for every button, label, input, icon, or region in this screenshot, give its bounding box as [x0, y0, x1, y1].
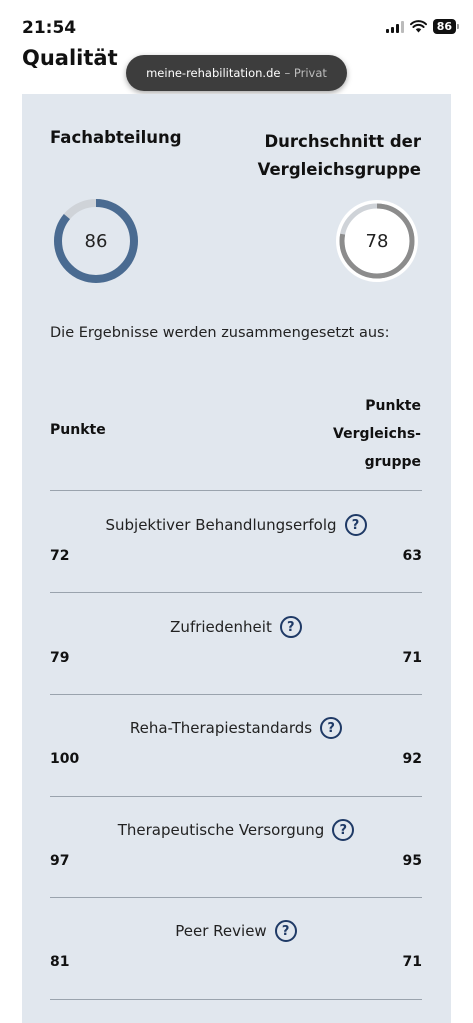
status-icons: [386, 19, 459, 34]
metric-comparison: 71: [402, 954, 422, 970]
department-score-ring: [53, 198, 139, 284]
metric-label: Subjektiver Behandlungserfolg: [105, 516, 337, 534]
help-icon[interactable]: ?: [332, 819, 354, 841]
divider: [50, 897, 422, 898]
intro-text: Die Ergebnisse werden zusammengesetzt aus:: [50, 325, 390, 341]
points-column-header: Punkte: [50, 422, 106, 438]
help-icon[interactable]: ?: [320, 717, 342, 739]
help-icon[interactable]: ?: [345, 514, 367, 536]
metric-points: 100: [50, 751, 80, 767]
metric-row: [50, 817, 422, 869]
page-title: Qualität: [22, 46, 118, 70]
comparison-score: 78: [365, 230, 389, 252]
metric-comparison: 92: [402, 751, 422, 767]
metric-label: Therapeutische Versorgung: [117, 821, 325, 839]
quality-card: [22, 94, 451, 1023]
divider: [50, 592, 422, 593]
metric-label: Zufriedenheit: [170, 618, 272, 636]
divider: [50, 796, 422, 797]
comparison-group-title: Durchschnitt der Vergleichsgruppe: [257, 132, 421, 179]
metric-comparison: 63: [402, 548, 422, 564]
metric-points: 79: [50, 650, 70, 666]
metric-points: 97: [50, 853, 70, 869]
metric-comparison: 71: [402, 650, 422, 666]
wifi-icon: [410, 20, 427, 33]
help-icon[interactable]: ?: [275, 920, 297, 942]
divider: [50, 999, 422, 1000]
department-score: 86: [84, 230, 108, 252]
signal-icon: [386, 21, 404, 33]
metric-row: [50, 512, 422, 564]
battery-icon: [433, 19, 459, 34]
metric-points: 81: [50, 954, 70, 970]
metric-comparison: 95: [402, 853, 422, 869]
metric-label: Peer Review: [175, 922, 267, 940]
metric-label: Reha-Therapiestandards: [129, 719, 313, 737]
divider: [50, 490, 422, 491]
metric-row: [50, 918, 422, 970]
url-text: meine-rehabilitation.de: [146, 66, 281, 80]
metric-row: [50, 715, 422, 767]
status-time: 21:54: [22, 18, 77, 38]
private-label: – Privat: [284, 66, 327, 80]
battery-level: 86: [433, 19, 456, 34]
help-icon[interactable]: ?: [280, 616, 302, 638]
divider: [50, 694, 422, 695]
metric-points: 72: [50, 548, 70, 564]
metric-row: [50, 614, 422, 666]
department-title: Fachabteilung: [50, 128, 182, 147]
url-pill[interactable]: [126, 55, 347, 91]
comparison-score-ring: [334, 198, 420, 284]
status-bar: [0, 0, 473, 44]
comparison-column-header: Punkte Vergleichs- gruppe: [333, 398, 421, 470]
